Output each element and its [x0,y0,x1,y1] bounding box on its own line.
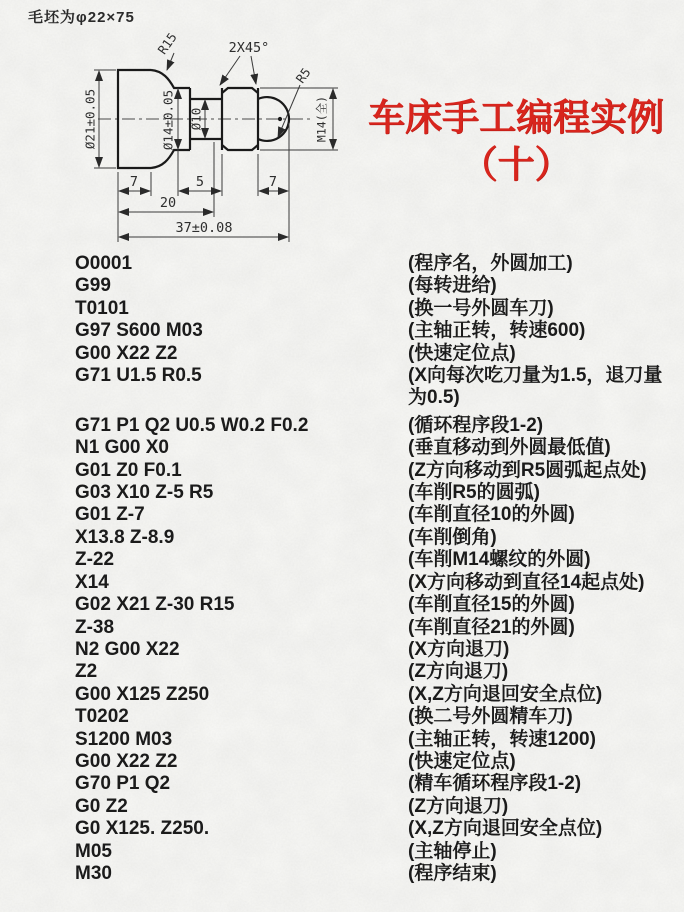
svg-text:R5: R5 [292,64,314,86]
dim-label-5: 5 [195,174,205,190]
program-code: Z2 [75,661,98,683]
program-row [75,751,671,773]
program-code: G71 P1 Q2 U0.5 W0.2 F0.2 [75,414,309,436]
program-row [75,706,671,728]
program-code: T0101 [75,297,129,319]
program-code: N2 G00 X22 [75,638,180,660]
dim-label-20: 20 [159,195,177,211]
program-row [75,639,671,661]
program-code: G71 U1.5 R0.5 [75,365,202,387]
program-comment: (X方向移动到直径14起点处) [408,571,645,593]
page-title-line1: 车床手工编程实例 [368,97,664,138]
svg-text:R15: R15 [154,29,180,57]
program-code: X13.8 Z-8.9 [75,526,175,548]
program-comment: (Z方向退刀) [408,795,509,817]
program-comment: (程序名，外圆加工) [408,253,573,274]
program-code: Z-38 [75,616,115,638]
program-comment: (主轴正转，转速1200) [408,728,596,750]
program-row [75,684,671,706]
dim-label-dia10: Ø10 [188,107,204,131]
label-r5 [278,65,314,137]
dim-label-7-right: 7 [268,174,278,190]
page-title-line2: （十） [460,144,572,185]
program-code: G01 Z-7 [75,504,145,526]
program-comment: (车削R5的圆弧) [408,482,540,504]
program-code: O0001 [75,253,133,274]
program-comment: (主轴正转，转速600) [408,320,586,342]
svg-text:2X45°: 2X45° [228,40,270,56]
program-row [75,460,671,482]
program-row [75,298,671,320]
program-code: S1200 M03 [75,728,173,750]
program-code: G00 X125 Z250 [75,683,210,705]
program-row [75,773,671,795]
program-row [75,729,671,751]
program-code: G03 X10 Z-5 R5 [75,482,214,504]
program-row [75,504,671,526]
program-comment: (X向每次吃刀量为1.5，退刀量为0.5) [408,365,663,409]
program-code: X14 [75,571,109,593]
program-code: G0 Z2 [75,795,128,817]
program-code: G00 X22 Z2 [75,750,178,772]
program-row [75,661,671,683]
program-row [75,527,671,549]
program-row [75,863,671,885]
program-code: G97 S600 M03 [75,320,203,342]
program-row [75,818,671,840]
dimension-dia14 [161,88,179,196]
program-row [75,320,671,342]
program-comment: (快速定位点) [408,750,516,772]
program-code: G00 X22 Z2 [75,342,178,364]
program-code: Z-22 [75,549,115,571]
program-code: G99 [75,275,111,297]
program-code: M05 [75,840,112,862]
program-code: N1 G00 X0 [75,437,169,459]
program-comment: (X,Z方向退回安全点位) [408,683,603,705]
program-row [75,549,671,571]
program-row [75,415,671,437]
program-comment: (垂直移动到外圆最低值) [408,437,611,459]
page-title [350,94,682,188]
program-row [75,482,671,504]
program-row [75,572,671,594]
program-code: G02 X21 Z-30 R15 [75,594,235,616]
program-row [75,253,671,275]
dim-label-dia21: Ø21±0.05 [82,88,98,150]
program-comment: (车削直径21的外圆) [408,616,575,638]
program-comment: (X,Z方向退回安全点位) [408,818,603,840]
program-row [75,796,671,818]
program-comment: (程序结束) [408,862,497,884]
program-row [75,437,671,459]
program-comment: (X方向退刀) [408,638,510,660]
program-code: M30 [75,862,112,884]
label-chamfer [220,40,269,85]
dim-label-dia14: Ø14±0.05 [160,89,176,151]
program-listing [75,253,671,885]
dim-label-7-left: 7 [129,174,139,190]
program-row [75,841,671,863]
dim-label-total: 37±0.08 [175,220,233,236]
program-row [75,343,671,365]
program-comment: (Z方向移动到R5圆弧起点处) [408,459,647,481]
program-row [75,275,671,297]
program-row [75,365,671,410]
program-comment: (快速定位点) [408,342,516,364]
dim-label-thread: M14(全) [314,95,329,143]
program-code: G0 X125. Z250. [75,818,210,840]
label-r15 [155,30,180,70]
program-code: G01 Z0 F0.1 [75,459,182,481]
program-comment: (循环程序段1-2) [408,414,544,436]
program-comment: (每转进给) [408,275,497,297]
program-comment: (车削直径15的外圆) [408,594,575,616]
program-code: T0202 [75,706,129,728]
program-comment: (车削倒角) [408,526,497,548]
program-comment: (换二号外圆精车刀) [408,706,573,728]
program-comment: (精车循环程序段1-2) [408,773,582,795]
program-comment: (主轴停止) [408,840,497,862]
program-comment: (车削M14螺纹的外圆) [408,549,591,571]
blank-stock-note: 毛坯为φ22×75 [28,9,135,26]
program-code: G70 P1 Q2 [75,773,171,795]
program-row [75,594,671,616]
program-row [75,617,671,639]
program-comment: (车削直径10的外圆) [408,504,575,526]
program-comment: (换一号外圆车刀) [408,297,554,319]
program-comment: (Z方向退刀) [408,661,509,683]
